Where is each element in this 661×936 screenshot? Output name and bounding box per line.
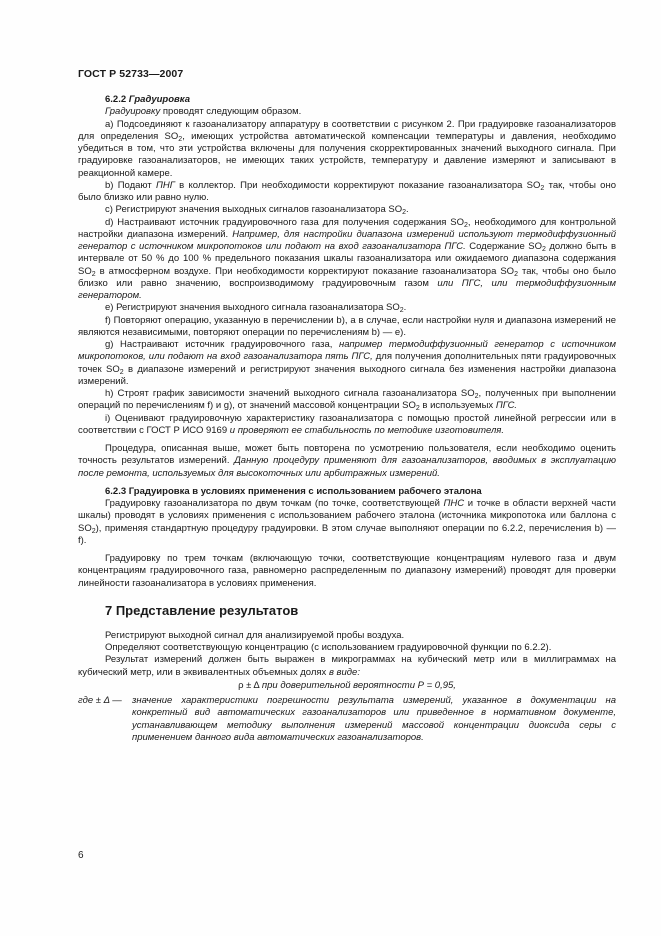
paragraph-intro: Градуировку проводят следующим образом. (105, 106, 302, 118)
list-item-h: h) Строят график зависимости значений выходного сигнала газоанализатора $SO_2$, полученных при выполнении операций по перечислениям f) и g), от значений массовой концентрации $SO_2$ в используемых ПГС. (78, 388, 616, 413)
legend-label: где ± Δ — (78, 695, 122, 706)
paragraph-result: Результат измерений должен быть выражен в микрограммах на кубический метр или в миллиграммах на кубический метр, или в эквивалентных объемных долях в виде: (78, 654, 616, 678)
paragraph-two-point: Градуировку газоанализатора по двум точкам (по точке, соответствующей ПНС и точке в области верхней части шкалы) проводят в условиях применения с использованием рабочего эталона (источника микропотока или баллона с $SO_2$), применяя стандартную процедуру градуировки. В этом случае выполняют операции по 6.2.2, перечисления b) — f). (78, 498, 616, 546)
formula-legend (78, 695, 616, 744)
list-item-f: f) Повторяют операцию, указанную в перечислении b), а в случае, если настройки нуля и диапазона измерений не являются независимыми, повторяют операции по перечислениям b) — e). (78, 314, 616, 338)
list-item-g: g) Настраивают источник градуировочного газа, например термодиффузионный генератор с источником микропотоков, или подают на вход газоанализатора пять ПГС, для получения дополнительных пяти градуировочных точек $SO_2$ в диапазоне измерений и регистрируют значения выходного сигнала без изменения настройки диапазона измерений. (78, 339, 617, 387)
paragraph-determine: Определяют соответствующую концентрацию (с использованием градуировочной функции по 6.2.2). (105, 642, 552, 653)
list-item-e: e) Регистрируют значения выходного сигнала газоанализатора $SO_2$. (105, 302, 407, 315)
legend-text: значение характеристики погрешности результата измерений, указанное в документации на конкретный вид автоматических газоанализаторов или приведенное в нормативном документе, устанавливающем методику выполнения измерений массовой концентрации диоксида серы с применением данного вида автоматических газоанализаторов. (132, 695, 616, 743)
document-header: ГОСТ Р 52733—2007 (78, 68, 184, 80)
section-heading-7: 7 Представление результатов (105, 602, 299, 618)
section-heading-6-2-3: 6.2.3 Градуировка в условиях применения с использованием рабочего эталона (105, 485, 482, 497)
section-heading-6-2-2: 6.2.2 Градуировка (105, 94, 190, 105)
list-item-a: a) Подсоединяют к газоанализатору аппаратуру в соответствии с рисунком 2. При градуировке газоанализаторов для определения $SO_2$, имеющих устройства автоматической компенсации температуры и давления, необходимо убедиться в том, что эти устройства включены для получения скорректированных значений выходного сигнала. При градуировке газоанализаторов, не имеющих таких устройств, температуру и давление измеряют и записывают в реакционной камере. (78, 118, 616, 179)
list-item-i: i) Оценивают градуировочную характеристику газоанализатора с помощью простой линейной регрессии или в соответствии с ГОСТ Р ИСО 9169 и проверяют ее стабильность по методике изготовителя. (78, 412, 616, 436)
paragraph-three-point: Градуировку по трем точкам (включающую точки, соответствующие концентрациям нулевого газа и двум концентрациям градуировочного газа, равномерно распределенным по диапазону измерений) проводят для проверки линейности газоанализатора в условиях применения. (78, 553, 616, 589)
paragraph-procedure: Процедура, описанная выше, может быть повторена по усмотрению пользователя, если необходимо оценить точность результатов измерений. Данную процедуру применяют для газоанализаторов, вводимых в эксплуатацию после ремонта, используемых для высокоточных или арбитражных измерений. (78, 443, 616, 479)
list-item-b: b) Подают ПНГ в коллектор. При необходимости корректируют показание газоанализатора $SO_2$ так, чтобы оно было близко или равно нулю. (78, 179, 616, 203)
list-item-d: d) Настраивают источник градуировочного газа для получения содержания $SO_2$, необходимого для контрольной настройки диапазона измерений. Например, для настройки диапазона измерений используют термодиффузионный генератор с источником микропотоков или подают на вход газоанализатора ПГС. Содержание $SO_2$ должно быть в интервале от 50 % до 100 % предельного показания шкалы газоанализатора или ожидаемого диапазона содержания $SO_2$ в атмосферном воздухе. При необходимости корректируют показание газоанализатора $SO_2$ так, чтобы оно было близко или равно значению, воспроизводимому градуировочным газом или ПГС, или термодиффузионным генератором. (78, 216, 617, 301)
paragraph-register: Регистрируют выходной сигнал для анализируемой пробы воздуха. (105, 629, 405, 641)
formula: ρ ± Δ при доверительной вероятности Р = 0,95, (238, 679, 456, 691)
list-item-c: c) Регистрируют значения выходных сигналов газоанализатора $SO_2$. (105, 204, 409, 217)
page-number: 6 (78, 850, 84, 861)
document-body (78, 94, 616, 744)
